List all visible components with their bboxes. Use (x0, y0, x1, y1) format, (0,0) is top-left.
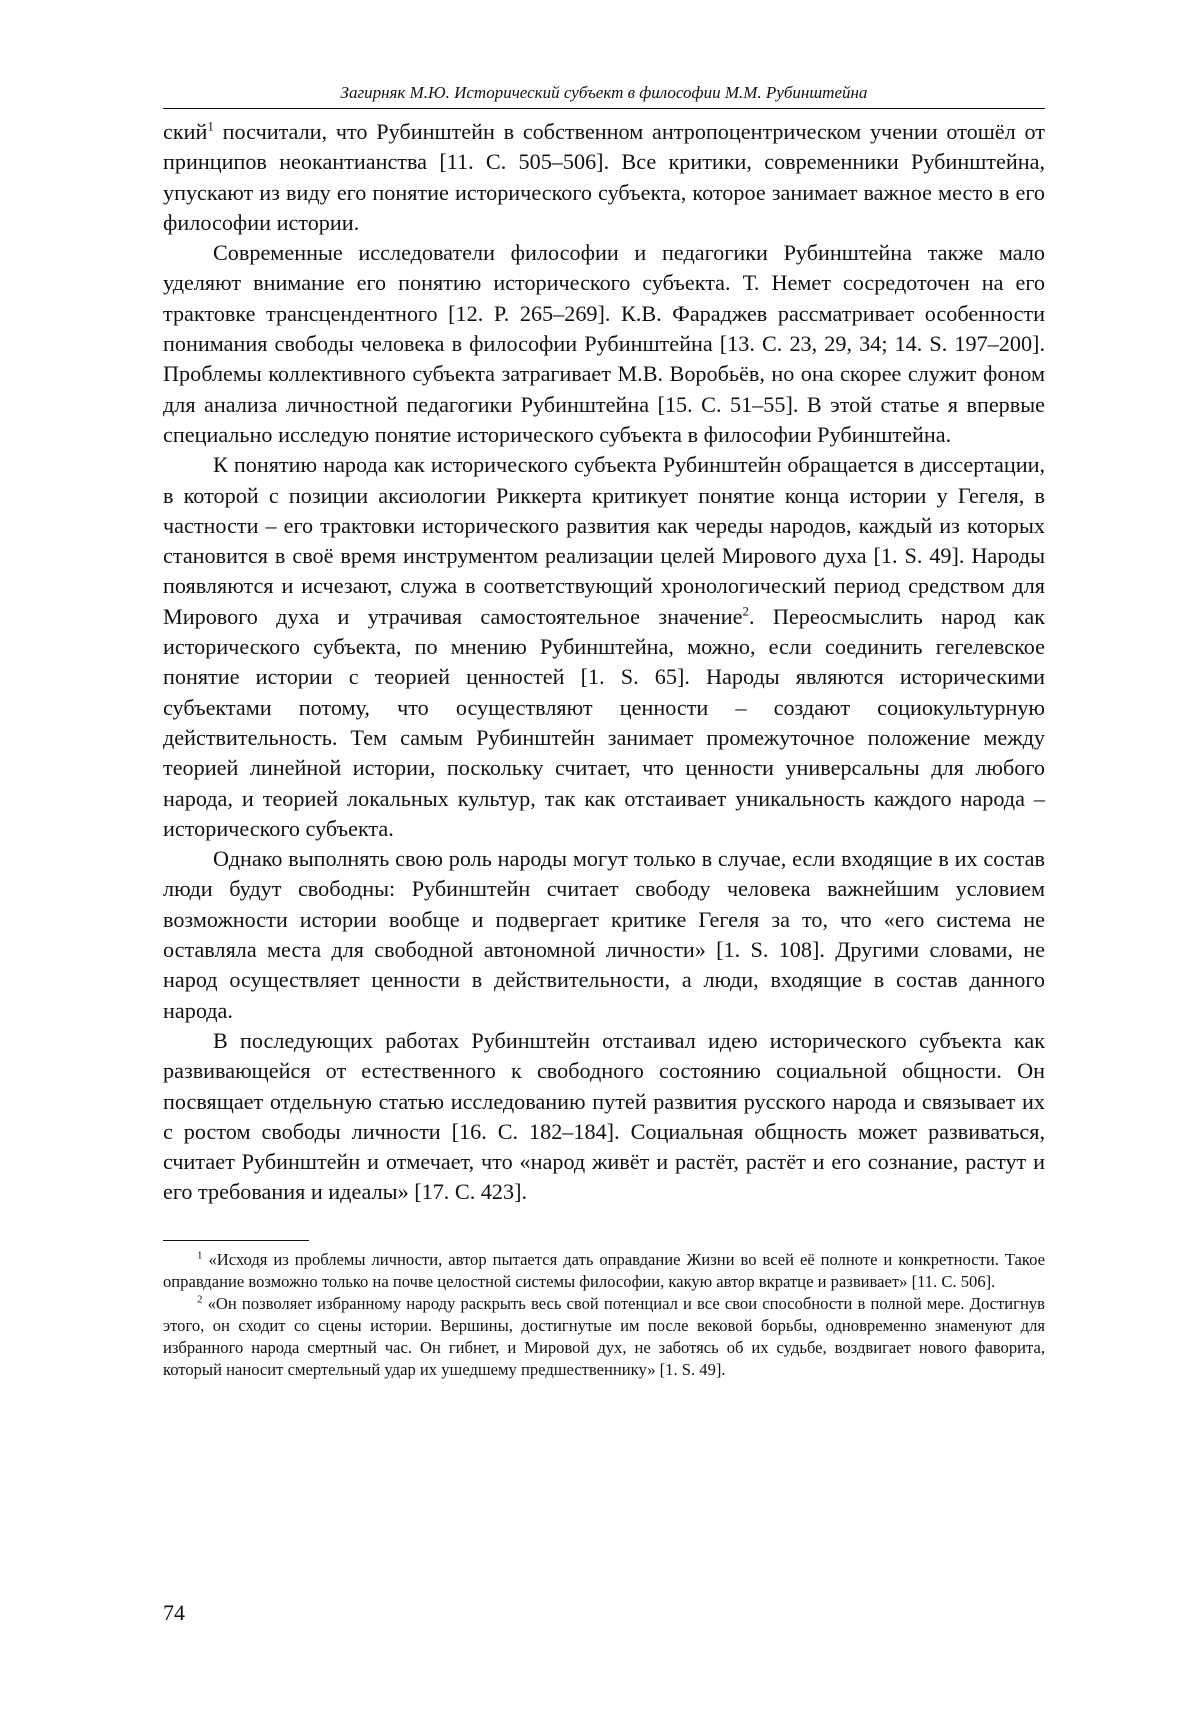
paragraph (163, 117, 1045, 238)
page-number: 74 (163, 1600, 185, 1625)
body-text (163, 117, 1045, 1208)
footnote-mark: 2 (197, 1293, 203, 1306)
paragraph-text: В последующих работах Рубинштейн отстаивал идею исторического субъекта как развивающейся от естественного к свободного состоянию социальной общности. Он посвящает отдельную статью исследованию путей развития русского народа и связывает их с ростом свободы личности [16. С. 182–184]. Социальная общность может развиваться, считает Рубинштейн и отмечает, что «народ живёт и растёт, растёт и его сознание, растут и его требования и идеалы» [17. С. 423]. (163, 1027, 1045, 1205)
footnotes (163, 1249, 1045, 1381)
paragraph (163, 450, 1045, 844)
paragraph (163, 844, 1045, 1026)
paragraph-text: . Переосмыслить народ как исторического субъекта, по мнению Рубинштейна, можно, если соединить гегелевское понятие истории с теорией ценностей [1. S. 65]. Народы являются историческими субъектами потому, что осуществляют ценности – создают социокультурную действительность. Тем самым Рубинштейн занимает промежуточное положение между теорией линейной истории, поскольку считает, что ценности универсальны для любого народа, и теорией локальных культур, так как отстаивает уникальность каждого народа – исторического субъекта. (163, 603, 1045, 841)
footnote-2 (163, 1293, 1045, 1381)
running-header: Загирняк М.Ю. Исторический субъект в философии М.М. Рубинштейна (163, 82, 1045, 109)
paragraph (163, 238, 1045, 450)
footnote-divider (163, 1240, 309, 1241)
footnote-ref-2[interactable]: 2 (742, 603, 750, 619)
page (163, 82, 1045, 1381)
paragraph-text: Однако выполнять свою роль народы могут только в случае, если входящие в их состав люди будут свободны: Рубинштейн считает свободу человека важнейшим условием возможности истории вообще и подвергает критике Гегеля за то, что «его система не оставляла места для свободной автономной личности» [1. S. 108]. Другими словами, не народ осуществляет ценности в действительности, а люди, входящие в состав данного народа. (163, 846, 1045, 1023)
paragraph-text: посчитали, что Рубинштейн в собственном антропоцентрическом учении отошёл от принципов неокантианства [11. С. 505–506]. Все критики, современники Рубинштейна, упускают из виду его понятие исторического субъекта, которое занимает важное место в его философии истории. (163, 119, 1045, 235)
footnote-1 (163, 1249, 1045, 1293)
footnote-text: «Исходя из проблемы личности, автор пытается дать оправдание Жизни во всей её полноте и конкретности. Такое оправдание возможно только на почве целостной системы философии, какую автор вкратце и развивает» [11. С. 506]. (163, 1249, 1045, 1291)
footnote-text: «Он позволяет избранному народу раскрыть весь свой потенциал и все свои способности в полной мере. Достигнув этого, он сходит со сцены истории. Вершины, достигнутые им после вековой борьбы, одновременно знаменуют для избранного народа смертный час. Он гибнет, и Мировой дух, не заботясь об их судьбе, воздвигает нового фаворита, который наносит смертельный удар их ушедшему предшественнику» [1. S. 49]. (163, 1293, 1045, 1379)
footnote-mark: 1 (197, 1249, 203, 1262)
paragraph-text: Современные исследователи философии и педагогики Рубинштейна также мало уделяют внимание его понятию исторического субъекта. Т. Немет сосредоточен на его трактовке трансцендентного [12. P. 265–269]. К.В. Фараджев рассматривает особенности понимания свободы человека в философии Рубинштейна [13. С. 23, 29, 34; 14. S. 197–200]. Проблемы коллективного субъекта затрагивает М.В. Воробьёв, но она скорее служит фоном для анализа личностной педагогики Рубинштейна [15. С. 51–55]. В этой статье я впервые специально исследую понятие исторического субъекта в философии Рубинштейна. (163, 240, 1045, 447)
paragraph (163, 1026, 1045, 1208)
paragraph-text: ский (163, 119, 208, 144)
footnote-ref-1[interactable]: 1 (207, 118, 214, 134)
paragraph-text: К понятию народа как исторического субъекта Рубинштейн обращается в диссертации, в которой с позиции аксиологии Риккерта критикует понятие конца истории у Гегеля, в частности – его трактовки исторического развития как череды народов, каждый из которых становится в своё время инструментом реализации целей Мирового духа [1. S. 49]. Народы появляются и исчезают, служа в соответствующий хронологический период средством для Мирового духа и утрачивая самостоятельное значение (163, 452, 1045, 629)
